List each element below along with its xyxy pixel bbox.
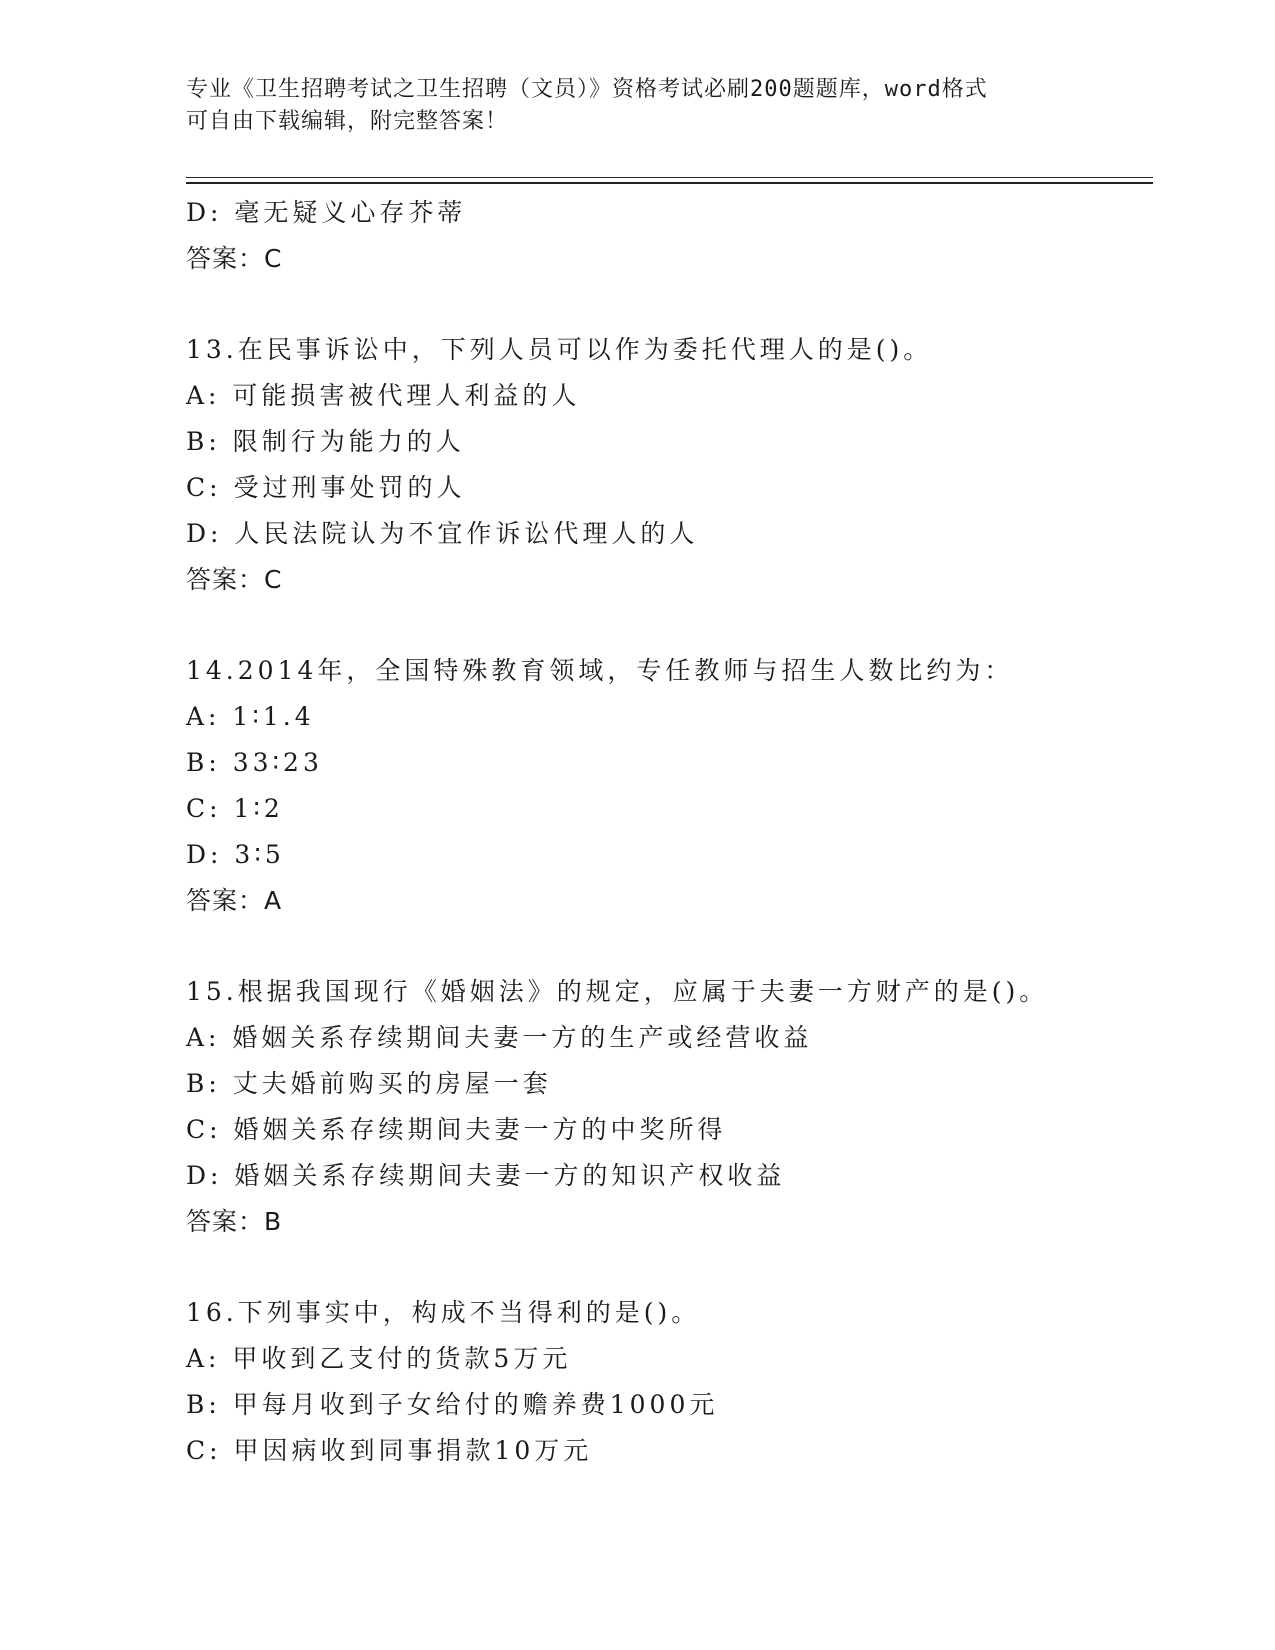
spacer (186, 1245, 1186, 1290)
option-b: B: 33∶23 (186, 748, 323, 777)
option-b: B: 甲每月收到子女给付的赡养费1000元 (186, 1390, 719, 1419)
header-divider-thin (186, 177, 1153, 178)
question-stem: 15.根据我国现行《婚姻法》的规定，应属于夫妻一方财产的是()。 (186, 977, 1049, 1006)
option-d: D: 毫无疑义心存芥蒂 (186, 198, 467, 227)
option-d: D: 婚姻关系存续期间夫妻一方的知识产权收益 (186, 1161, 786, 1190)
question-fragment (186, 190, 1186, 282)
question-list (186, 190, 1186, 1474)
answer-line: 答案：B (186, 1207, 283, 1236)
option-c: C: 甲因病收到同事捐款10万元 (186, 1436, 593, 1465)
question-15 (186, 969, 1186, 1245)
question-stem: 14.2014年，全国特殊教育领域，专任教师与招生人数比约为： (186, 656, 1014, 685)
header-title-line-1: 专业《卫生招聘考试之卫生招聘（文员）》资格考试必刷200题题库，word格式 (186, 77, 988, 102)
option-b: B: 丈夫婚前购买的房屋一套 (186, 1069, 552, 1098)
question-stem: 13.在民事诉讼中，下列人员可以作为委托代理人的是()。 (186, 335, 933, 364)
question-14 (186, 648, 1186, 924)
answer-line: 答案：A (186, 886, 283, 915)
option-c: C: 婚姻关系存续期间夫妻一方的中奖所得 (186, 1115, 727, 1144)
option-a: A: 婚姻关系存续期间夫妻一方的生产或经营收益 (186, 1023, 813, 1052)
option-a: A: 1∶1.4 (186, 702, 315, 731)
option-c: C: 受过刑事处罚的人 (186, 473, 466, 502)
spacer (186, 282, 1186, 327)
header-divider-thick (186, 182, 1153, 184)
question-16 (186, 1290, 1186, 1474)
answer-line: 答案：C (186, 244, 283, 273)
option-b: B: 限制行为能力的人 (186, 427, 465, 456)
option-d: D: 3∶5 (186, 840, 285, 869)
question-13 (186, 327, 1186, 603)
page-header (186, 74, 1086, 138)
spacer (186, 924, 1186, 969)
option-c: C: 1∶2 (186, 794, 284, 823)
option-a: A: 可能损害被代理人利益的人 (186, 381, 581, 410)
option-d: D: 人民法院认为不宜作诉讼代理人的人 (186, 519, 699, 548)
answer-line: 答案：C (186, 565, 283, 594)
header-title-line-2: 可自由下载编辑，附完整答案！ (186, 109, 509, 134)
option-a: A: 甲收到乙支付的货款5万元 (186, 1344, 572, 1373)
question-stem: 16.下列事实中，构成不当得利的是()。 (186, 1298, 701, 1327)
spacer (186, 603, 1186, 648)
